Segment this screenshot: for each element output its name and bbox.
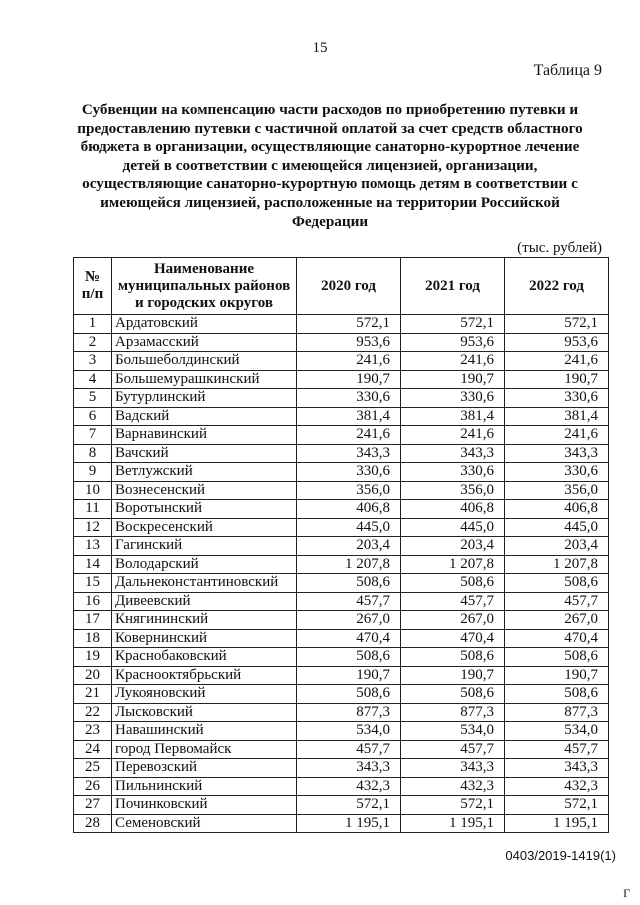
value-2020: 343,3 — [297, 759, 401, 778]
value-2022: 330,6 — [505, 389, 609, 408]
header-name: Наименование муниципальных районов и городских округов — [112, 258, 297, 315]
row-number: 25 — [74, 759, 112, 778]
table-row — [74, 722, 609, 741]
row-number: 15 — [74, 574, 112, 593]
table-row — [74, 555, 609, 574]
value-2021: 1 207,8 — [401, 555, 505, 574]
value-2021: 406,8 — [401, 500, 505, 519]
value-2020: 877,3 — [297, 703, 401, 722]
value-2020: 1 207,8 — [297, 555, 401, 574]
row-name: Бутурлинский — [112, 389, 297, 408]
row-name: Вознесенский — [112, 481, 297, 500]
row-name: Вачский — [112, 444, 297, 463]
value-2022: 534,0 — [505, 722, 609, 741]
value-2020: 406,8 — [297, 500, 401, 519]
row-name: Варнавинский — [112, 426, 297, 445]
value-2022: 343,3 — [505, 444, 609, 463]
value-2022: 190,7 — [505, 666, 609, 685]
row-number: 6 — [74, 407, 112, 426]
table-header-row — [74, 258, 609, 315]
row-name: Большеболдинский — [112, 352, 297, 371]
value-2020: 432,3 — [297, 777, 401, 796]
row-number: 16 — [74, 592, 112, 611]
row-name: Краснобаковский — [112, 648, 297, 667]
table-row — [74, 352, 609, 371]
value-2020: 457,7 — [297, 592, 401, 611]
table-row — [74, 814, 609, 833]
row-name: Семеновский — [112, 814, 297, 833]
table-row — [74, 685, 609, 704]
value-2021: 445,0 — [401, 518, 505, 537]
header-2020: 2020 год — [297, 258, 401, 315]
value-2021: 508,6 — [401, 648, 505, 667]
table-row — [74, 740, 609, 759]
value-2020: 470,4 — [297, 629, 401, 648]
row-name: Пильнинский — [112, 777, 297, 796]
row-number: 2 — [74, 333, 112, 352]
value-2022: 445,0 — [505, 518, 609, 537]
table-row — [74, 796, 609, 815]
value-2020: 445,0 — [297, 518, 401, 537]
value-2022: 1 195,1 — [505, 814, 609, 833]
value-2020: 203,4 — [297, 537, 401, 556]
value-2022: 203,4 — [505, 537, 609, 556]
table-row — [74, 537, 609, 556]
value-2021: 267,0 — [401, 611, 505, 630]
row-name: Навашинский — [112, 722, 297, 741]
value-2022: 241,6 — [505, 352, 609, 371]
value-2020: 330,6 — [297, 463, 401, 482]
row-number: 17 — [74, 611, 112, 630]
value-2022: 508,6 — [505, 648, 609, 667]
row-number: 10 — [74, 481, 112, 500]
table-row — [74, 444, 609, 463]
value-2021: 330,6 — [401, 389, 505, 408]
row-number: 11 — [74, 500, 112, 519]
value-2021: 457,7 — [401, 740, 505, 759]
table-label: Таблица 9 — [533, 62, 602, 79]
row-number: 27 — [74, 796, 112, 815]
row-name: Перевозский — [112, 759, 297, 778]
row-number: 28 — [74, 814, 112, 833]
row-name: Дивеевский — [112, 592, 297, 611]
value-2021: 572,1 — [401, 315, 505, 334]
value-2022: 572,1 — [505, 796, 609, 815]
table-row — [74, 407, 609, 426]
header-2022: 2022 год — [505, 258, 609, 315]
row-number: 22 — [74, 703, 112, 722]
value-2020: 508,6 — [297, 685, 401, 704]
table-row — [74, 592, 609, 611]
table-row — [74, 611, 609, 630]
value-2022: 241,6 — [505, 426, 609, 445]
table-body — [74, 315, 609, 833]
header-2021: 2021 год — [401, 258, 505, 315]
row-number: 26 — [74, 777, 112, 796]
value-2022: 508,6 — [505, 574, 609, 593]
value-2021: 343,3 — [401, 759, 505, 778]
table-row — [74, 703, 609, 722]
value-2021: 330,6 — [401, 463, 505, 482]
value-2021: 508,6 — [401, 574, 505, 593]
value-2021: 381,4 — [401, 407, 505, 426]
table-row — [74, 333, 609, 352]
row-name: Воскресенский — [112, 518, 297, 537]
value-2022: 457,7 — [505, 592, 609, 611]
value-2022: 381,4 — [505, 407, 609, 426]
value-2021: 572,1 — [401, 796, 505, 815]
row-number: 12 — [74, 518, 112, 537]
row-name: Починковский — [112, 796, 297, 815]
value-2020: 330,6 — [297, 389, 401, 408]
table-row — [74, 648, 609, 667]
row-number: 21 — [74, 685, 112, 704]
row-number: 14 — [74, 555, 112, 574]
value-2021: 356,0 — [401, 481, 505, 500]
value-2021: 877,3 — [401, 703, 505, 722]
value-2020: 508,6 — [297, 648, 401, 667]
subventions-table — [73, 257, 609, 833]
value-2021: 953,6 — [401, 333, 505, 352]
row-number: 5 — [74, 389, 112, 408]
row-name: Княгининский — [112, 611, 297, 630]
table-row — [74, 463, 609, 482]
value-2020: 381,4 — [297, 407, 401, 426]
value-2021: 343,3 — [401, 444, 505, 463]
corner-mark: Г — [623, 886, 630, 900]
value-2022: 406,8 — [505, 500, 609, 519]
value-2022: 953,6 — [505, 333, 609, 352]
value-2022: 457,7 — [505, 740, 609, 759]
value-2020: 1 195,1 — [297, 814, 401, 833]
value-2021: 508,6 — [401, 685, 505, 704]
document-title: Субвенции на компенсацию части расходов по приобретению путевки и предоставлению путевки с частичной оплатой за счет средств областного бюджета в организации, осуществляющие санаторно-курортное лечение детей в соответствии с имеющейся лицензией, организации, осуществляющие санаторно-курортную помощь детям в соответствии с имеющейся лицензией, расположенные на территории Российской Федерации — [77, 101, 583, 230]
value-2022: 572,1 — [505, 315, 609, 334]
row-number: 4 — [74, 370, 112, 389]
document-code: 0403/2019-1419(1) — [505, 848, 616, 863]
value-2022: 877,3 — [505, 703, 609, 722]
value-2022: 432,3 — [505, 777, 609, 796]
row-name: Вадский — [112, 407, 297, 426]
value-2021: 241,6 — [401, 426, 505, 445]
row-number: 18 — [74, 629, 112, 648]
value-2020: 241,6 — [297, 426, 401, 445]
table-row — [74, 500, 609, 519]
value-2021: 203,4 — [401, 537, 505, 556]
row-number: 19 — [74, 648, 112, 667]
value-2020: 572,1 — [297, 796, 401, 815]
row-name: Краснооктябрьский — [112, 666, 297, 685]
row-name: Лукояновский — [112, 685, 297, 704]
table-row — [74, 518, 609, 537]
row-number: 7 — [74, 426, 112, 445]
row-name: Ковернинский — [112, 629, 297, 648]
value-2021: 470,4 — [401, 629, 505, 648]
value-2020: 508,6 — [297, 574, 401, 593]
row-number: 13 — [74, 537, 112, 556]
value-2021: 534,0 — [401, 722, 505, 741]
table-row — [74, 389, 609, 408]
value-2021: 1 195,1 — [401, 814, 505, 833]
row-name: Ардатовский — [112, 315, 297, 334]
row-number: 8 — [74, 444, 112, 463]
table-row — [74, 370, 609, 389]
row-name: город Первомайск — [112, 740, 297, 759]
value-2021: 190,7 — [401, 666, 505, 685]
value-2021: 432,3 — [401, 777, 505, 796]
value-2020: 343,3 — [297, 444, 401, 463]
row-name: Воротынский — [112, 500, 297, 519]
value-2022: 508,6 — [505, 685, 609, 704]
table-row — [74, 574, 609, 593]
value-2022: 470,4 — [505, 629, 609, 648]
row-name: Арзамасский — [112, 333, 297, 352]
row-number: 1 — [74, 315, 112, 334]
row-number: 3 — [74, 352, 112, 371]
row-name: Ветлужский — [112, 463, 297, 482]
row-number: 23 — [74, 722, 112, 741]
table-row — [74, 629, 609, 648]
value-2020: 241,6 — [297, 352, 401, 371]
value-2020: 457,7 — [297, 740, 401, 759]
value-2022: 343,3 — [505, 759, 609, 778]
value-2020: 953,6 — [297, 333, 401, 352]
value-2022: 356,0 — [505, 481, 609, 500]
value-2021: 241,6 — [401, 352, 505, 371]
value-2020: 356,0 — [297, 481, 401, 500]
value-2021: 457,7 — [401, 592, 505, 611]
table-row — [74, 315, 609, 334]
value-2020: 267,0 — [297, 611, 401, 630]
row-name: Гагинский — [112, 537, 297, 556]
row-number: 20 — [74, 666, 112, 685]
table-row — [74, 426, 609, 445]
table-row — [74, 777, 609, 796]
value-2020: 534,0 — [297, 722, 401, 741]
table-row — [74, 666, 609, 685]
table-row — [74, 759, 609, 778]
row-name: Дальнеконстантиновский — [112, 574, 297, 593]
value-2022: 267,0 — [505, 611, 609, 630]
value-2021: 190,7 — [401, 370, 505, 389]
row-name: Большемурашкинский — [112, 370, 297, 389]
row-name: Володарский — [112, 555, 297, 574]
value-2020: 190,7 — [297, 666, 401, 685]
value-2020: 572,1 — [297, 315, 401, 334]
value-2022: 1 207,8 — [505, 555, 609, 574]
row-number: 9 — [74, 463, 112, 482]
row-number: 24 — [74, 740, 112, 759]
units-label: (тыс. рублей) — [517, 240, 602, 256]
table-row — [74, 481, 609, 500]
row-name: Лысковский — [112, 703, 297, 722]
value-2022: 190,7 — [505, 370, 609, 389]
header-number: № п/п — [74, 258, 112, 315]
value-2022: 330,6 — [505, 463, 609, 482]
page-number: 15 — [312, 40, 328, 56]
value-2020: 190,7 — [297, 370, 401, 389]
